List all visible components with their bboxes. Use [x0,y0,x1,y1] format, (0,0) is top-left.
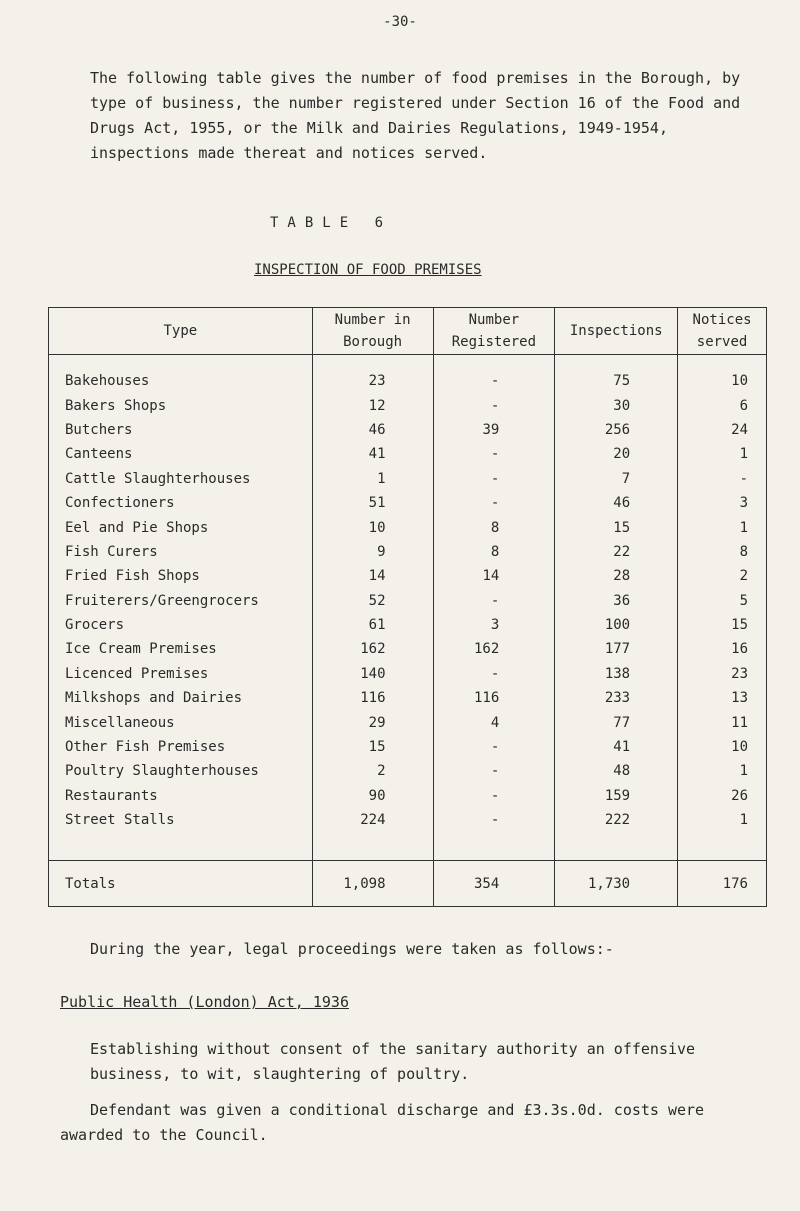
cell-notices-served: 15 [678,613,767,637]
cell-number-in-borough: 46 [312,418,433,442]
cell-type: Licenced Premises [49,662,313,686]
cell-type: Canteens [49,442,313,466]
table-row [49,710,767,734]
table-row [49,393,767,417]
cell-notices-served: 6 [678,393,767,417]
cell-notices-served: 1 [678,442,767,466]
cell-notices-served: 1 [678,808,767,832]
cell-number-in-borough: 1 [312,467,433,491]
cell-inspections: 138 [555,662,678,686]
totals-row [49,861,767,907]
cell-number-registered: 14 [433,564,555,588]
cell-number-in-borough: 23 [312,369,433,393]
cell-inspections: 159 [555,784,678,808]
cell-notices-served: 26 [678,784,767,808]
offence-text: Establishing without consent of the sanitary authority an offensive business, to wit, slaughtering of poultry. [90,1040,696,1083]
cell-inspections: 41 [555,735,678,759]
totals-notices-served: 176 [678,861,767,907]
cell-notices-served: 1 [678,515,767,539]
cell-number-in-borough: 29 [312,710,433,734]
cell-number-in-borough: 10 [312,515,433,539]
cell-type: Cattle Slaughterhouses [49,467,313,491]
cell-number-in-borough: 90 [312,784,433,808]
header-notices-served: Notices served [678,308,767,355]
cell-inspections: 22 [555,540,678,564]
cell-number-registered: - [433,393,555,417]
cell-type: Confectioners [49,491,313,515]
act-title: Public Health (London) Act, 1936 [60,993,349,1011]
cell-number-registered: 8 [433,540,555,564]
cell-type: Street Stalls [49,808,313,832]
cell-type: Other Fish Premises [49,735,313,759]
table-row [49,442,767,466]
cell-number-in-borough: 2 [312,759,433,783]
cell-number-registered: 8 [433,515,555,539]
cell-type: Ice Cream Premises [49,637,313,661]
cell-number-registered: 3 [433,613,555,637]
cell-number-registered: - [433,759,555,783]
totals-number-in-borough: 1,098 [312,861,433,907]
cell-notices-served: 8 [678,540,767,564]
cell-inspections: 77 [555,710,678,734]
table-row [49,808,767,832]
cell-inspections: 233 [555,686,678,710]
cell-notices-served: - [678,467,767,491]
table-row [49,418,767,442]
table-row [49,564,767,588]
cell-number-registered: - [433,735,555,759]
table-body [49,355,767,833]
cell-number-registered: - [433,662,555,686]
cell-number-registered: - [433,369,555,393]
intro-paragraph: The following table gives the number of food premises in the Borough, by type of business, the number registered under Section 16 of the Food and Drugs Act, 1955, or the Milk and Dairies Regulations, 1949-1954, inspections made thereat and notices served. [90,69,741,162]
cell-notices-served: 13 [678,686,767,710]
cell-number-registered: - [433,491,555,515]
cell-number-registered: 4 [433,710,555,734]
cell-type: Bakehouses [49,369,313,393]
cell-inspections: 46 [555,491,678,515]
cell-inspections: 222 [555,808,678,832]
header-type: Type [49,308,313,355]
cell-number-in-borough: 9 [312,540,433,564]
header-inspections: Inspections [555,308,678,355]
cell-inspections: 48 [555,759,678,783]
header-number-registered: Number Registered [433,308,555,355]
cell-number-in-borough: 162 [312,637,433,661]
table-caption: TABLE 6 [270,215,393,231]
cell-number-registered: 39 [433,418,555,442]
cell-number-registered: - [433,784,555,808]
food-premises-table [48,307,767,907]
cell-number-registered: - [433,442,555,466]
cell-inspections: 7 [555,467,678,491]
cell-type: Grocers [49,613,313,637]
cell-inspections: 15 [555,515,678,539]
table-row [49,613,767,637]
cell-number-registered: 162 [433,637,555,661]
cell-inspections: 28 [555,564,678,588]
totals-inspections: 1,730 [555,861,678,907]
table-header-row [49,308,767,355]
proceedings-text: During the year, legal proceedings were taken as follows:- [90,940,614,958]
cell-notices-served: 10 [678,369,767,393]
cell-number-in-borough: 224 [312,808,433,832]
totals-number-registered: 354 [433,861,555,907]
cell-number-in-borough: 15 [312,735,433,759]
cell-number-in-borough: 41 [312,442,433,466]
cell-number-in-borough: 140 [312,662,433,686]
cell-type: Milkshops and Dairies [49,686,313,710]
table-row [49,662,767,686]
cell-number-registered: - [433,808,555,832]
cell-inspections: 256 [555,418,678,442]
spacer-row [49,355,767,370]
cell-number-registered: 116 [433,686,555,710]
cell-type: Poultry Slaughterhouses [49,759,313,783]
table-heading: INSPECTION OF FOOD PREMISES [254,262,482,278]
cell-type: Fried Fish Shops [49,564,313,588]
table-row [49,686,767,710]
table-row [49,369,767,393]
table-row [49,784,767,808]
cell-type: Bakers Shops [49,393,313,417]
cell-type: Eel and Pie Shops [49,515,313,539]
cell-number-in-borough: 52 [312,589,433,613]
cell-inspections: 36 [555,589,678,613]
outcome-text: Defendant was given a conditional discharge and £3.3s.0d. costs were awarded to the Council. [60,1101,705,1144]
cell-number-in-borough: 61 [312,613,433,637]
cell-inspections: 177 [555,637,678,661]
cell-notices-served: 5 [678,589,767,613]
cell-inspections: 30 [555,393,678,417]
cell-inspections: 75 [555,369,678,393]
table-row [49,637,767,661]
cell-notices-served: 23 [678,662,767,686]
cell-type: Fruiterers/Greengrocers [49,589,313,613]
cell-type: Butchers [49,418,313,442]
cell-notices-served: 10 [678,735,767,759]
cell-notices-served: 24 [678,418,767,442]
table-row [49,515,767,539]
totals-label: Totals [49,861,313,907]
cell-number-registered: - [433,467,555,491]
cell-notices-served: 11 [678,710,767,734]
spacer-row [49,832,767,861]
cell-notices-served: 1 [678,759,767,783]
cell-number-registered: - [433,589,555,613]
table-row [49,589,767,613]
page-number: -30- [383,14,417,30]
cell-notices-served: 3 [678,491,767,515]
table-row [49,735,767,759]
table-row [49,491,767,515]
cell-inspections: 20 [555,442,678,466]
table-row [49,759,767,783]
cell-number-in-borough: 51 [312,491,433,515]
cell-notices-served: 2 [678,564,767,588]
cell-inspections: 100 [555,613,678,637]
cell-type: Restaurants [49,784,313,808]
cell-number-in-borough: 12 [312,393,433,417]
cell-type: Fish Curers [49,540,313,564]
table-row [49,540,767,564]
cell-number-in-borough: 14 [312,564,433,588]
cell-notices-served: 16 [678,637,767,661]
cell-type: Miscellaneous [49,710,313,734]
cell-number-in-borough: 116 [312,686,433,710]
header-number-in-borough: Number in Borough [312,308,433,355]
table-row [49,467,767,491]
